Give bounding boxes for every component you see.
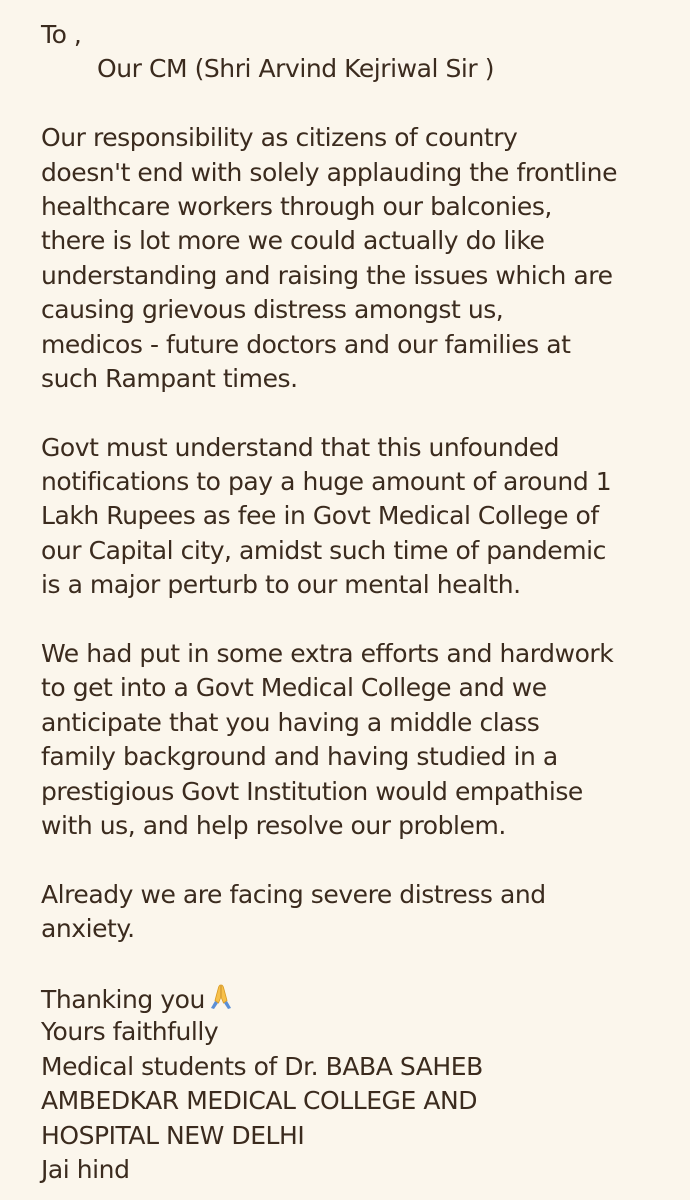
paragraph-spacer <box>41 396 670 430</box>
thanks-line <box>41 981 670 1015</box>
paragraph-4 <box>41 878 670 947</box>
paragraph-line: to get into a Govt Medical College and we <box>41 673 547 703</box>
paragraph-line: doesn't end with solely applauding the frontline <box>41 157 618 187</box>
paragraph-2 <box>41 431 670 603</box>
left-hand <box>215 985 221 1003</box>
thanks-text: Thanking you <box>41 984 205 1014</box>
signoff-line: AMBEDKAR MEDICAL COLLEGE AND <box>41 1086 478 1116</box>
yours-faithfully: Yours faithfully <box>41 1017 219 1047</box>
salutation: To , <box>41 20 82 49</box>
closing <box>41 981 670 1187</box>
paragraph-spacer <box>41 603 670 637</box>
paragraph-line: understanding and raising the issues which are <box>41 260 613 290</box>
right-hand <box>221 985 227 1003</box>
signoff-line: Jai hind <box>41 1154 130 1184</box>
paragraph-line: causing grievous distress amongst us, <box>41 295 504 325</box>
paragraph-line: Our responsibility as citizens of country <box>41 123 518 153</box>
paragraph-line: prestigious Govt Institution would empathise <box>41 776 583 806</box>
paragraph-line: anticipate that you having a middle class <box>41 707 540 737</box>
paragraph-line: medicos - future doctors and our families at <box>41 329 571 359</box>
paragraph-line: Already we are facing severe distress and <box>41 879 546 909</box>
paragraph-spacer <box>41 947 670 981</box>
paragraph-line: Govt must understand that this unfounded <box>41 432 560 462</box>
paragraph-spacer <box>41 843 670 877</box>
paragraph-line: such Rampant times. <box>41 363 298 393</box>
paragraph-line: notifications to pay a huge amount of around 1 <box>41 467 612 497</box>
signoff-line: Medical students of Dr. BABA SAHEB <box>41 1051 483 1081</box>
paragraph-line: anxiety. <box>41 914 135 944</box>
paragraph-spacer <box>41 87 670 121</box>
paragraph-line: there is lot more we could actually do like <box>41 226 545 256</box>
folded-hands-icon <box>206 981 236 1011</box>
addressee: Our CM (Shri Arvind Kejriwal Sir ) <box>97 54 494 84</box>
paragraph-line: Lakh Rupees as fee in Govt Medical College of <box>41 501 599 531</box>
paragraph-1 <box>41 121 670 396</box>
paragraph-line: our Capital city, amidst such time of pandemic <box>41 535 606 565</box>
paragraph-line: is a major perturb to our mental health. <box>41 570 521 600</box>
paragraph-3 <box>41 637 670 843</box>
paragraph-line: healthcare workers through our balconies, <box>41 191 552 221</box>
paragraph-line: We had put in some extra efforts and hardwork <box>41 639 614 669</box>
paragraph-line: with us, and help resolve our problem. <box>41 810 506 840</box>
paragraph-line: family background and having studied in a <box>41 742 558 772</box>
signoff-line: HOSPITAL NEW DELHI <box>41 1120 305 1150</box>
